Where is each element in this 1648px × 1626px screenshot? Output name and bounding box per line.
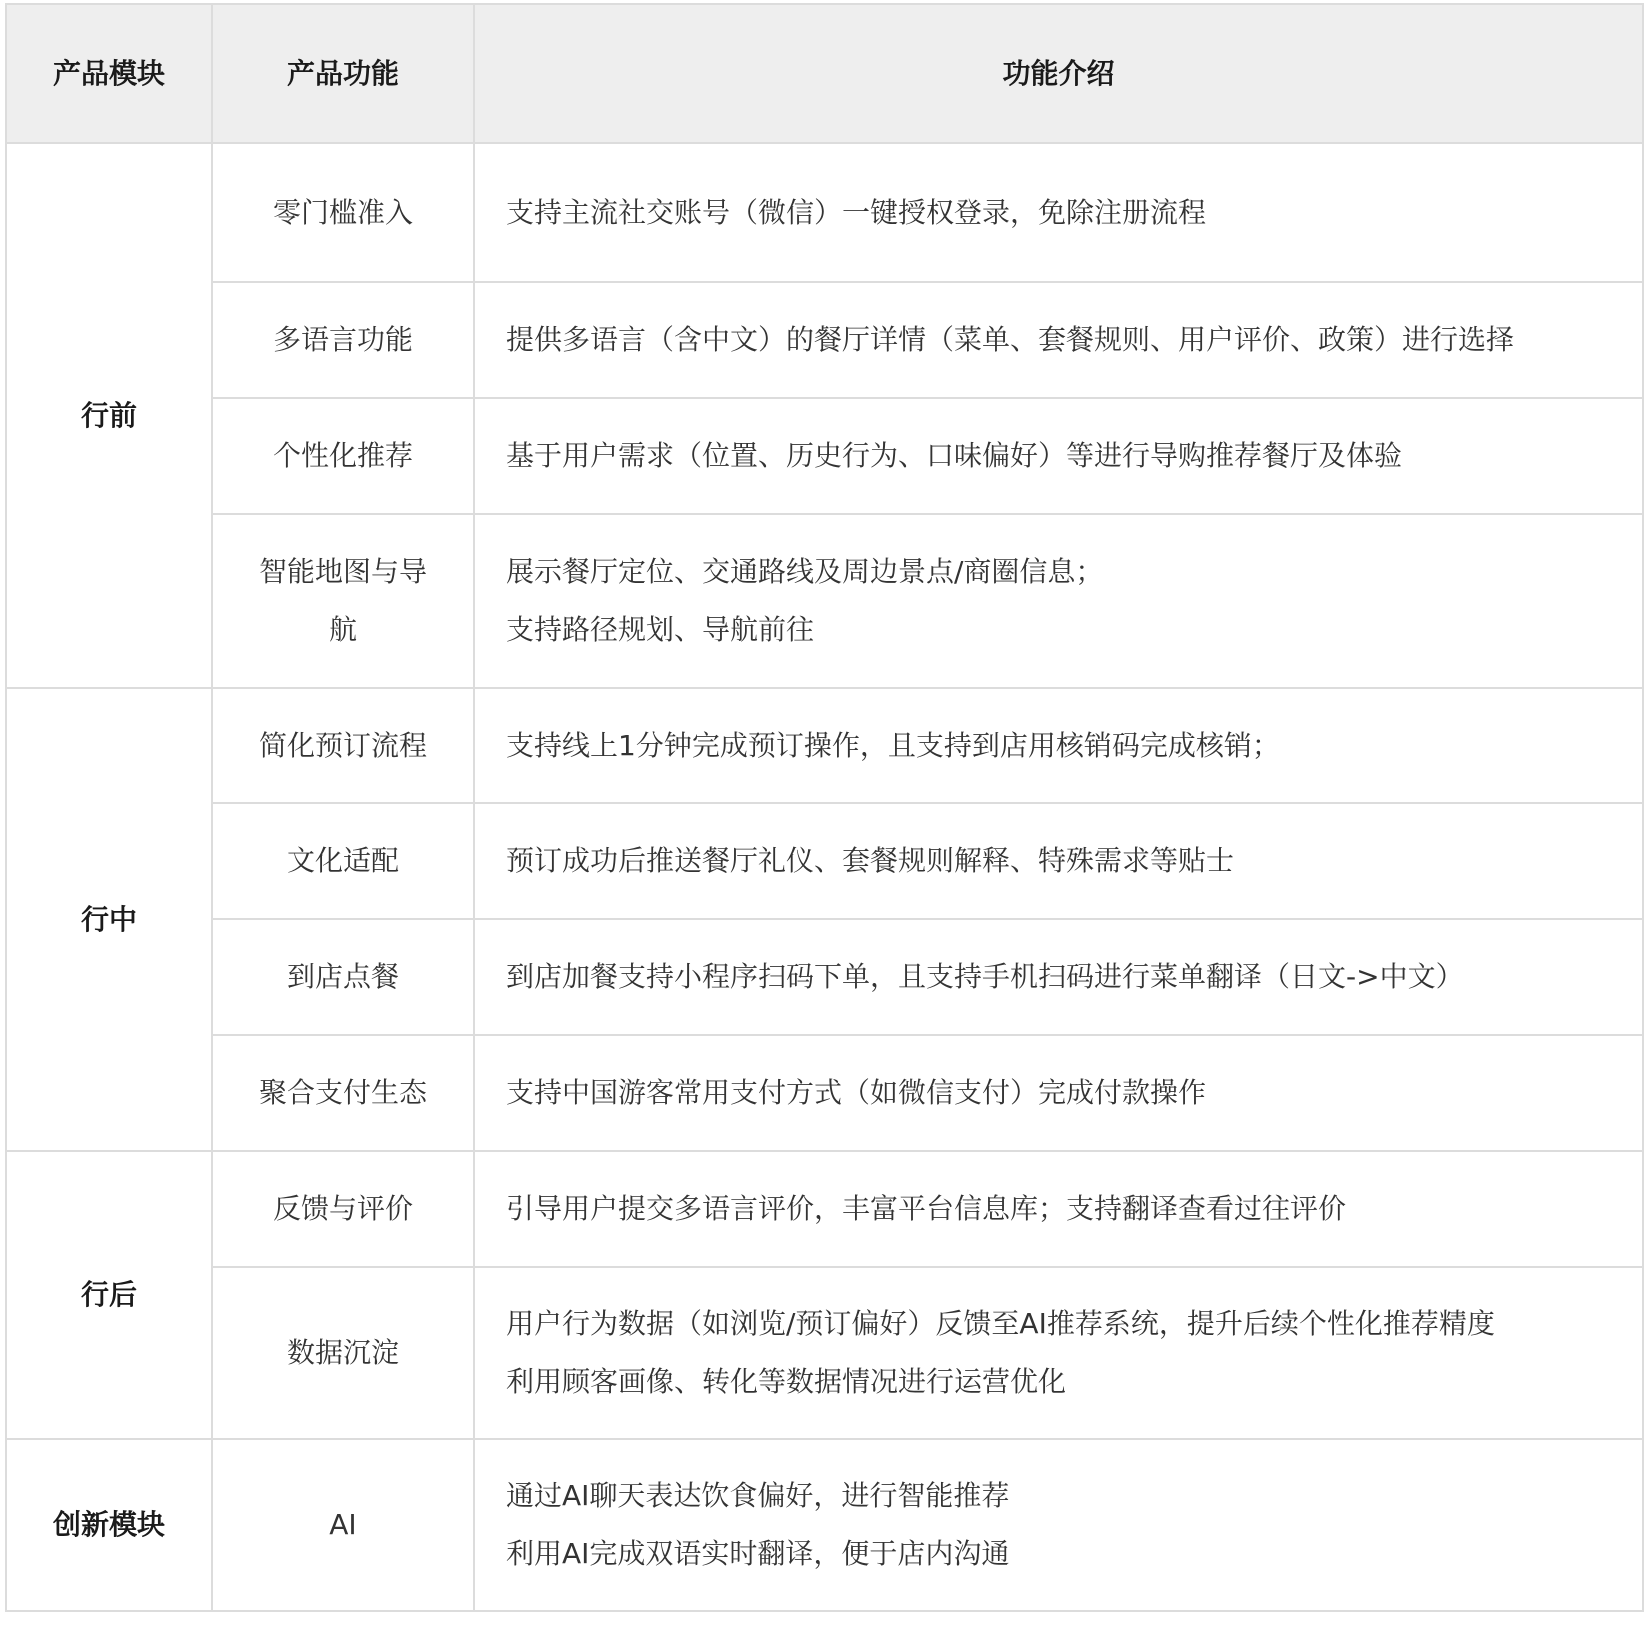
table-row <box>6 919 1643 1035</box>
feature-cell: 智能地图与导航 <box>212 514 474 688</box>
description-line: 支持中国游客常用支付方式（如微信支付）完成付款操作 <box>506 1076 1207 1109</box>
description-line: 到店加餐支持小程序扫码下单，且支持手机扫码进行菜单翻译（日文->中文） <box>506 960 1464 993</box>
description-cell <box>474 803 1643 919</box>
feature-table <box>5 3 1644 1612</box>
description-line: 提供多语言（含中文）的餐厅详情（菜单、套餐规则、用户评价、政策）进行选择 <box>506 323 1515 356</box>
module-cell: 行中 <box>6 688 212 1151</box>
description-line: 支持主流社交账号（微信）一键授权登录，免除注册流程 <box>506 195 1207 229</box>
table-row <box>6 282 1643 398</box>
feature-cell: 简化预订流程 <box>212 688 474 803</box>
description-line: 用户行为数据（如浏览/预订偏好）反馈至AI推荐系统，提升后续个性化推荐精度 <box>506 1307 1495 1340</box>
description-cell <box>474 1267 1643 1439</box>
description-cell <box>474 688 1643 803</box>
description-cell <box>474 919 1643 1035</box>
table-row <box>6 688 1643 803</box>
feature-cell: 数据沉淀 <box>212 1267 474 1439</box>
description-cell <box>474 514 1643 688</box>
description-cell <box>474 1035 1643 1151</box>
table-row <box>6 1267 1643 1439</box>
feature-cell: 多语言功能 <box>212 282 474 398</box>
table-row <box>6 398 1643 514</box>
feature-cell: 零门槛准入 <box>212 143 474 282</box>
feature-cell: 反馈与评价 <box>212 1151 474 1267</box>
table-row <box>6 514 1643 688</box>
description-cell <box>474 1439 1643 1611</box>
header-row <box>6 4 1643 143</box>
description-line: 利用顾客画像、转化等数据情况进行运营优化 <box>506 1365 1067 1398</box>
table-row <box>6 1439 1643 1611</box>
module-cell: 行后 <box>6 1151 212 1439</box>
table-row <box>6 803 1643 919</box>
feature-cell: 聚合支付生态 <box>212 1035 474 1151</box>
description-cell <box>474 398 1643 514</box>
description-line: 通过AI聊天表达饮食偏好，进行智能推荐 <box>506 1479 1010 1512</box>
table-row <box>6 1035 1643 1151</box>
feature-cell: AI <box>212 1439 474 1611</box>
description-cell <box>474 282 1643 398</box>
description-line: 基于用户需求（位置、历史行为、口味偏好）等进行导购推荐餐厅及体验 <box>506 439 1403 472</box>
header-description: 功能介绍 <box>474 4 1643 143</box>
description-cell <box>474 1151 1643 1267</box>
header-module: 产品模块 <box>6 4 212 143</box>
description-line: 展示餐厅定位、交通路线及周边景点/商圈信息； <box>506 555 1104 588</box>
feature-cell: 文化适配 <box>212 803 474 919</box>
table-row <box>6 143 1643 282</box>
module-cell: 创新模块 <box>6 1439 212 1611</box>
header-feature: 产品功能 <box>212 4 474 143</box>
description-line: 预订成功后推送餐厅礼仪、套餐规则解释、特殊需求等贴士 <box>506 844 1235 877</box>
description-line: 引导用户提交多语言评价，丰富平台信息库；支持翻译查看过往评价 <box>506 1192 1347 1225</box>
feature-cell: 个性化推荐 <box>212 398 474 514</box>
description-line: 支持路径规划、导航前往 <box>506 613 815 646</box>
description-line: 支持线上1分钟完成预订操作，且支持到店用核销码完成核销； <box>506 728 1280 762</box>
description-cell <box>474 143 1643 282</box>
module-cell: 行前 <box>6 143 212 688</box>
feature-cell: 到店点餐 <box>212 919 474 1035</box>
description-line: 利用AI完成双语实时翻译，便于店内沟通 <box>506 1537 1010 1570</box>
table-row <box>6 1151 1643 1267</box>
